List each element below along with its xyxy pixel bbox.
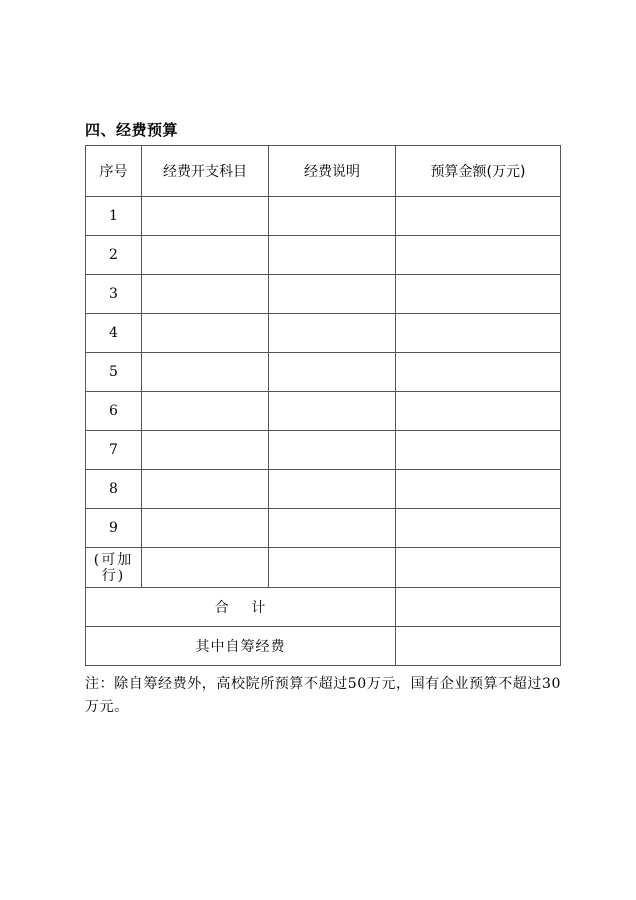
table-row (86, 197, 561, 236)
expense-description-cell[interactable] (269, 353, 396, 392)
table-row (86, 548, 561, 588)
expense-description-cell[interactable] (269, 509, 396, 548)
total-row (86, 588, 561, 627)
budget-amount-cell[interactable] (396, 470, 561, 509)
expense-description-cell[interactable] (269, 236, 396, 275)
budget-amount-cell[interactable] (396, 197, 561, 236)
budget-amount-cell[interactable] (396, 509, 561, 548)
expense-description-cell[interactable] (269, 275, 396, 314)
expense-description-cell[interactable] (269, 392, 396, 431)
expense-item-cell[interactable] (142, 236, 269, 275)
budget-amount-cell[interactable] (396, 314, 561, 353)
section-title: 四、经费预算 (85, 121, 179, 139)
table-row (86, 275, 561, 314)
table-row (86, 236, 561, 275)
table-row (86, 470, 561, 509)
expense-description-cell[interactable] (269, 197, 396, 236)
budget-table (85, 145, 561, 666)
budget-amount-cell[interactable] (396, 548, 561, 588)
row-seq: 4 (86, 314, 142, 353)
expense-item-cell[interactable] (142, 275, 269, 314)
budget-amount-cell[interactable] (396, 236, 561, 275)
budget-amount-cell[interactable] (396, 275, 561, 314)
expense-item-cell[interactable] (142, 470, 269, 509)
table-row (86, 353, 561, 392)
expense-item-cell[interactable] (142, 353, 269, 392)
row-seq-add-more: (可加行) (86, 548, 142, 588)
budget-note: 注：除自筹经费外，高校院所预算不超过50万元，国有企业预算不超过30万元。 (85, 676, 562, 715)
total-amount-cell[interactable] (396, 588, 561, 627)
row-seq: 2 (86, 236, 142, 275)
expense-item-cell[interactable] (142, 431, 269, 470)
row-seq: 1 (86, 197, 142, 236)
expense-description-cell[interactable] (269, 470, 396, 509)
row-seq: 3 (86, 275, 142, 314)
budget-amount-cell[interactable] (396, 392, 561, 431)
expense-description-cell[interactable] (269, 431, 396, 470)
header-expense-description: 经费说明 (269, 146, 396, 197)
row-seq: 8 (86, 470, 142, 509)
budget-amount-cell[interactable] (396, 431, 561, 470)
budget-amount-cell[interactable] (396, 353, 561, 392)
expense-item-cell[interactable] (142, 197, 269, 236)
table-row (86, 431, 561, 470)
total-label (86, 588, 396, 627)
expense-item-cell[interactable] (142, 392, 269, 431)
expense-description-cell[interactable] (269, 314, 396, 353)
row-seq: 5 (86, 353, 142, 392)
table-row (86, 392, 561, 431)
header-budget-amount: 预算金额(万元) (396, 146, 561, 197)
total-label-text: 合 计 (214, 600, 267, 616)
self-funded-label: 其中自筹经费 (86, 627, 396, 666)
table-row (86, 314, 561, 353)
expense-description-cell[interactable] (269, 548, 396, 588)
header-seq: 序号 (86, 146, 142, 197)
table-row (86, 509, 561, 548)
expense-item-cell[interactable] (142, 548, 269, 588)
expense-item-cell[interactable] (142, 314, 269, 353)
self-funded-amount-cell[interactable] (396, 627, 561, 666)
table-header-row (86, 146, 561, 197)
row-seq: 7 (86, 431, 142, 470)
expense-item-cell[interactable] (142, 509, 269, 548)
self-funded-row (86, 627, 561, 666)
row-seq: 9 (86, 509, 142, 548)
header-expense-item: 经费开支科目 (142, 146, 269, 197)
row-seq: 6 (86, 392, 142, 431)
